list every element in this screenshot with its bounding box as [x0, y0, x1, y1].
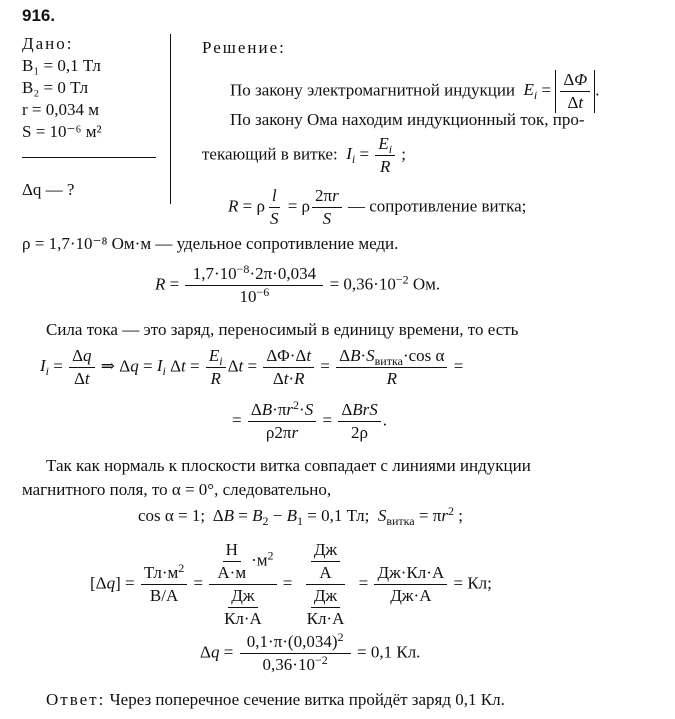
ohm-line-1: По закону Ома находим индукционный ток, про-	[230, 110, 585, 129]
normal-line-2: магнитного поля, то α = 0°, следовательно,	[22, 480, 332, 499]
resistance-text: — сопротивление витка;	[348, 196, 527, 216]
resistance-line: R = ρ $\frac{l}{S}$ = ρ $\frac{2\pi r}{S}$ — сопротивление витка;	[228, 186, 527, 228]
cos-line: cos α = 1; $\Delta B = B_2 - B_1 = 0,1$ Тл; $S_{витка} = \pi r^2$ ;	[138, 504, 463, 528]
given-b1: B₁ = 0,1 Тл	[22, 56, 101, 75]
answer-label: Ответ:	[46, 690, 106, 709]
ohm-line-2-text: текающий в витке:	[202, 144, 338, 164]
answer-text: Через поперечное сечение витка пройдёт заряд 0,1 Кл.	[109, 690, 505, 709]
given-r: r = 0,034 м	[22, 100, 100, 119]
charge-derivation-2: = $\frac{\Delta B\cdot\pi r^2\cdot S}{\rho 2\pi r}$ = $\frac{\text{ΔBrS}}{2\rho}$ .	[232, 398, 387, 442]
current-text: Сила тока — это заряд, переносимый в единицу времени, то есть	[46, 320, 519, 339]
given-separator	[170, 34, 171, 204]
resistance-calc: R = $\frac{1,7\cdot 10^{-8}\cdot 2\pi\cdot 0,034}{10^{-6}}$ = $0,36\cdot 10^{-2}$ Ом.	[155, 262, 441, 306]
units-line: [Δq] = $\frac{Тл\cdot м^2}{В/А}$ = $\frac{Н}{А\cdot м}$ $\cdot м^2$ $\frac{Дж}{Кл\cdot А}$ = $\frac{\frac{Дж}{А}}{\frac{Дж}{Кл\cdot А}}$ = $\frac{Дж\cdot Кл\cdot А}{Дж\cdot А}$ = Кл;	[90, 540, 492, 628]
final-calc: Δq = $\frac{0,1\cdot\pi\cdot(0,034)^2}{0,36\cdot 10^{-2}}$ = 0,1 Кл.	[200, 630, 421, 674]
given-title: Дано:	[22, 34, 74, 53]
rho-line: ρ = 1,7·10⁻⁸ Ом·м — удельное сопротивление меди.	[22, 234, 399, 253]
given-s: S = 10⁻⁶ м²	[22, 122, 102, 141]
given-b2: B₂ = 0 Тл	[22, 78, 89, 97]
problem-number: 916.	[22, 6, 56, 25]
answer-line	[46, 690, 505, 710]
em-law-text: По закону электромагнитной индукции	[230, 80, 516, 100]
find-value: Δq — ?	[22, 180, 75, 199]
em-law-line: По закону электромагнитной индукции $E_i$ = $\frac{\Delta\Phi}{\Delta t}$ .	[230, 70, 600, 112]
ohm-line-2: текающий в витке: $I_i$ = $\frac{E_i}{R}$ ;	[202, 134, 407, 176]
solution-title: Решение:	[202, 38, 286, 57]
normal-line-1: Так как нормаль к плоскости витка совпадает с линиями индукции	[46, 456, 531, 475]
given-divider	[22, 157, 156, 158]
charge-derivation-1: $I_i$ = $\frac{\Delta q}{\Delta t}$ ⇒ $\Delta q = I_i$ Δt = $\frac{E_i}{R}$ Δt = $\frac{\Delta\Phi\cdot\Delta t}{\Delta t\cdot R}$ = $\frac{\Delta B\cdot S_{витка}\cdot\cos \alpha}{R}$ =	[40, 346, 464, 388]
